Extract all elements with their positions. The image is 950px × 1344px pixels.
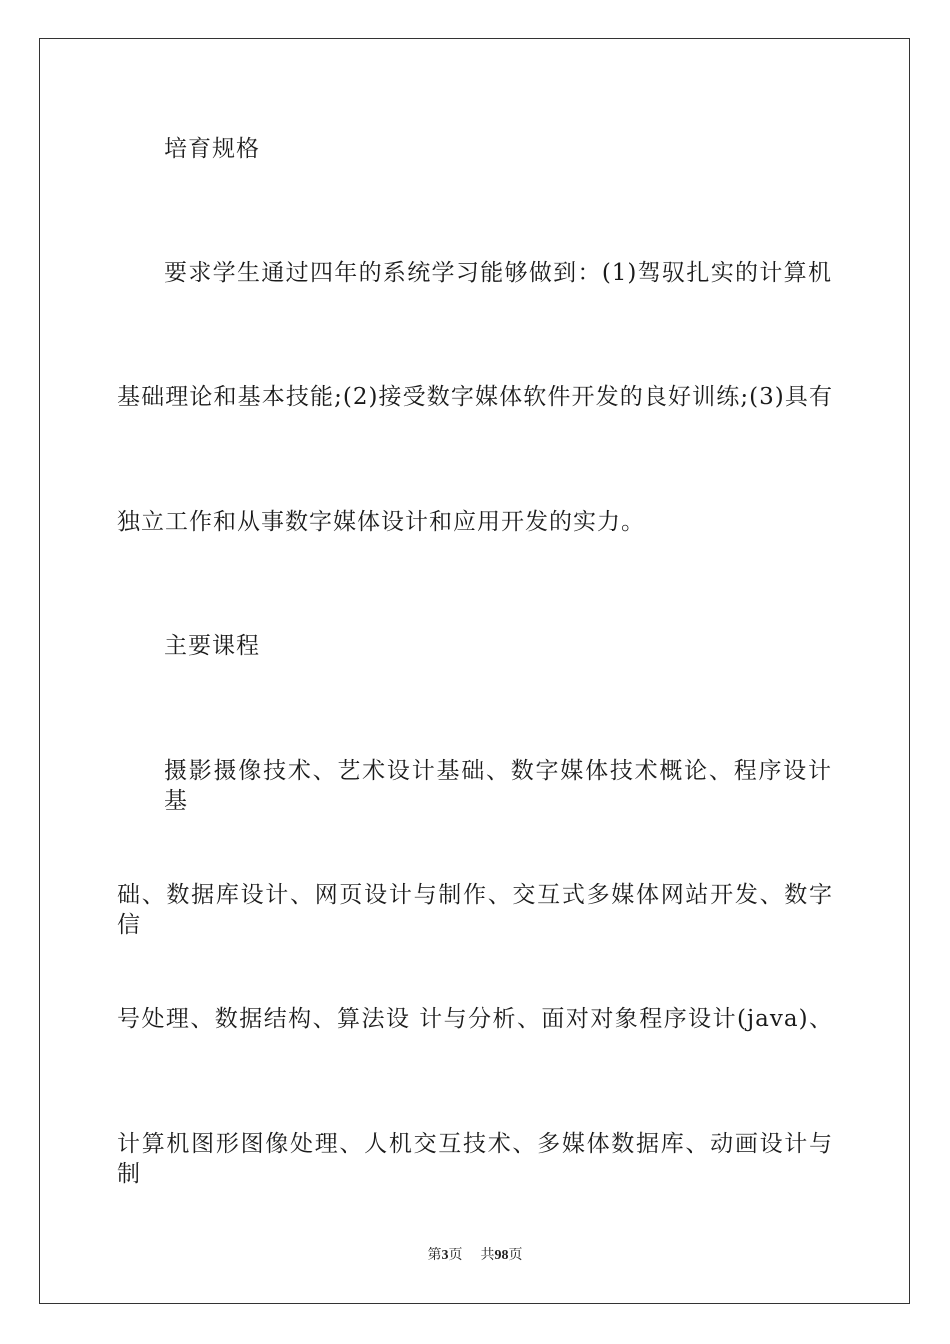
paragraph-line: 础、数据库设计、网页设计与制作、交互式多媒体网站开发、数字信 (117, 882, 833, 938)
paragraph-line: 独立工作和从事数字媒体设计和应用开发的实力。 (117, 509, 645, 535)
paragraph-line: 计算机图形图像处理、人机交互技术、多媒体数据库、动画设计与制 (117, 1131, 833, 1187)
paragraph-line: 要求学生通过四年的系统学习能够做到：(1)驾驭扎实的计算机 (164, 260, 832, 286)
current-page-number: 3 (441, 1248, 449, 1263)
footer-total-prefix: 共 (480, 1248, 495, 1263)
section-heading-main-courses: 主要课程 (164, 633, 260, 659)
total-pages-number: 98 (494, 1248, 509, 1263)
footer-prefix: 第 (427, 1248, 442, 1263)
page-border (39, 38, 910, 1304)
paragraph-line: 号处理、数据结构、算法设 计与分析、面对对象程序设计(java)、 (117, 1006, 833, 1032)
paragraph-line: 摄影摄像技术、艺术设计基础、数字媒体技术概论、程序设计基 (164, 758, 832, 814)
paragraph-line: 基础理论和基本技能;(2)接受数字媒体软件开发的良好训练;(3)具有 (117, 384, 833, 410)
page-footer (0, 1247, 950, 1265)
footer-page-unit: 页 (448, 1248, 463, 1263)
section-heading-training-spec: 培育规格 (164, 136, 260, 162)
footer-total-unit: 页 (508, 1248, 523, 1263)
